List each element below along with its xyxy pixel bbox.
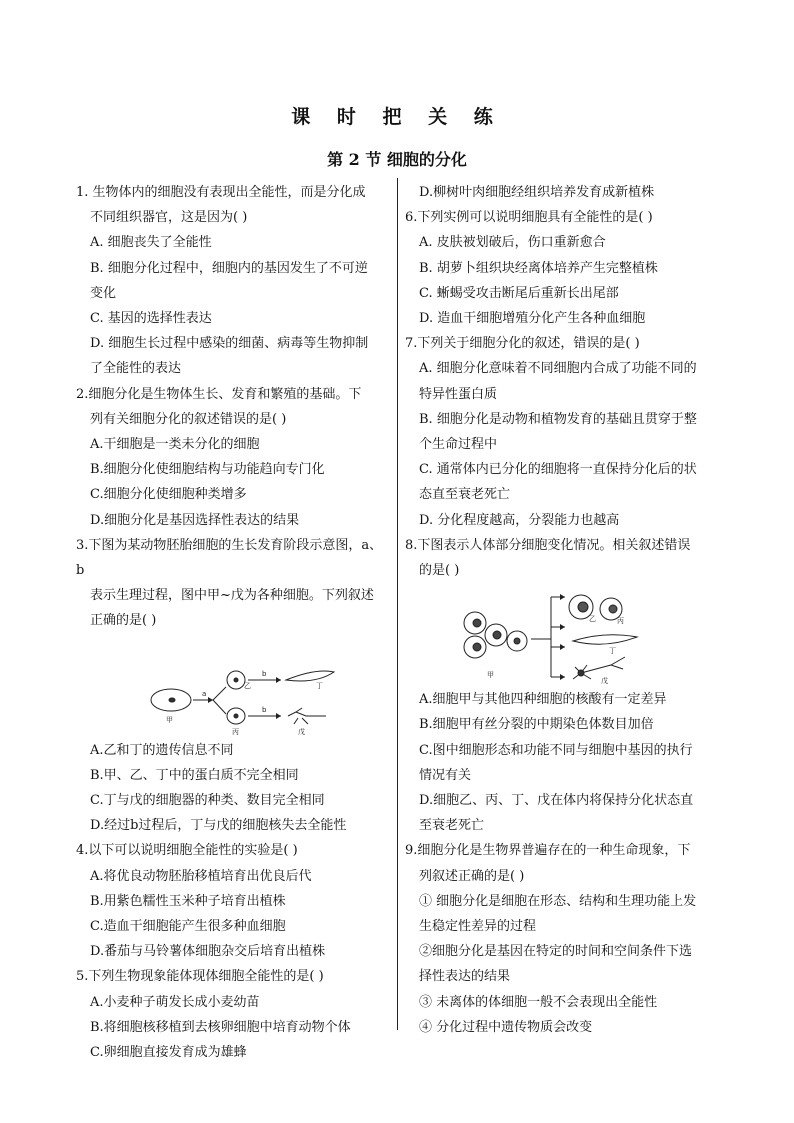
label-yi: 乙 xyxy=(244,681,251,690)
question-2-stem-cont: 列有关细胞分化的叙述错误的是( ) xyxy=(90,411,287,427)
question-2-option-a: A.干细胞是一类未分化的细胞 xyxy=(90,437,260,453)
question-8 xyxy=(405,533,721,839)
question-8-option-d-cont: 至衰老死亡 xyxy=(419,818,485,834)
label-b-top: b xyxy=(262,669,267,678)
label-bing: 丙 xyxy=(617,617,624,626)
question-4-option-b: B.用紫色糯性玉米种子培育出植株 xyxy=(90,893,286,909)
question-3-option-a: A.乙和丁的遗传信息不同 xyxy=(90,742,234,758)
label-b-bottom: b xyxy=(262,705,267,714)
question-7-option-c: C. 通常体内已分化的细胞将一直保持分化后的状 xyxy=(419,462,697,478)
question-3-option-d: D.经过b过程后，丁与戊的细胞核失去全能性 xyxy=(90,818,347,834)
question-9 xyxy=(405,838,721,1040)
question-5-stem: 5.下列生物现象能体现体细胞全能性的是( ) xyxy=(76,969,324,985)
human-cell-change-diagram xyxy=(405,587,705,685)
question-1-option-b-cont: 变化 xyxy=(90,285,117,301)
question-9-statement-1-cont: 生稳定性差异的过程 xyxy=(419,919,537,935)
question-5 xyxy=(76,964,390,1065)
question-5-option-d: D.柳树叶肉细胞经组织培养发育成新植株 xyxy=(419,185,655,200)
question-7-option-d: D. 分化程度越高，分裂能力也越高 xyxy=(419,512,620,528)
question-3-option-c: C.丁与戊的细胞器的种类、数目完全相同 xyxy=(90,793,325,809)
question-8-stem-cont: 的是( ) xyxy=(419,563,460,579)
question-2-option-b: B.细胞分化使细胞结构与功能趋向专门化 xyxy=(90,462,325,478)
question-1-option-b: B. 细胞分化过程中，细胞内的基因发生了不可逆 xyxy=(90,260,368,276)
cell-development-diagram xyxy=(76,638,376,736)
question-2 xyxy=(76,382,390,533)
question-1-option-d: D. 细胞生长过程中感染的细菌、病毒等生物抑制 xyxy=(90,336,369,352)
cell-jia-nucleus xyxy=(169,698,175,702)
label-wu: 戊 xyxy=(601,677,608,686)
question-6-option-d: D. 造血干细胞增殖分化产生各种血细胞 xyxy=(419,311,646,327)
question-7 xyxy=(405,331,721,533)
question-1 xyxy=(76,180,390,382)
question-7-stem: 7.下列关于细胞分化的叙述，错误的是( ) xyxy=(405,336,640,352)
question-5-option-b: B.将细胞核移植到去核卵细胞中培育动物个体 xyxy=(90,1019,351,1035)
question-7-option-a: A. 细胞分化意味着不同细胞内合成了功能不同的 xyxy=(419,361,697,377)
question-7-option-b-cont: 个生命过程中 xyxy=(419,437,498,453)
question-6-option-c: C. 蜥蜴受攻击断尾后重新长出尾部 xyxy=(419,285,619,301)
question-3-stem: 3.下图为某动物胚胎细胞的生长发育阶段示意图，a、b xyxy=(76,537,383,579)
question-9-statement-2-cont: 择性表达的结果 xyxy=(419,969,511,985)
question-4-option-d: D.番茄与马铃薯体细胞杂交后培育出植株 xyxy=(90,944,326,960)
question-1-option-c: C. 基因的选择性表达 xyxy=(90,311,212,327)
question-3-stem-cont-1: 表示生理过程，图中甲~戊为各种细胞。下列叙述 xyxy=(90,588,374,604)
label-wu: 戊 xyxy=(298,727,305,736)
section-title: 第 2 节 细胞的分化 xyxy=(327,150,467,169)
question-5-option-a: A.小麦种子萌发长成小麦幼苗 xyxy=(90,994,260,1010)
question-7-option-b: B. 细胞分化是动物和植物发育的基础且贯穿于整 xyxy=(419,411,697,427)
question-6-option-b: B. 胡萝卜组织块经离体培养产生完整植株 xyxy=(419,260,658,276)
question-6-stem: 6.下列实例可以说明细胞具有全能性的是( ) xyxy=(405,210,653,226)
question-1-stem: 1. 生物体内的细胞没有表现出全能性，而是分化成 xyxy=(76,185,366,200)
cell-ding xyxy=(573,635,637,644)
question-8-option-c-cont: 情况有关 xyxy=(419,767,472,783)
label-a: a xyxy=(202,689,207,698)
column-divider xyxy=(397,178,398,1030)
cell-wu xyxy=(288,708,326,724)
question-1-stem-cont: 不同组织器官，这是因为( ) xyxy=(90,210,248,226)
question-4-option-c: C.造血干细胞能产生很多种血细胞 xyxy=(90,919,286,935)
question-9-statement-2: ②细胞分化是基因在特定的时间和空间条件下选 xyxy=(419,944,693,960)
right-column xyxy=(405,180,721,1040)
question-8-option-b: B.细胞甲有丝分裂的中期染色体数目加倍 xyxy=(419,717,654,733)
label-bing: 丙 xyxy=(232,727,239,736)
label-jia: 甲 xyxy=(166,715,173,724)
question-8-option-c: C.图中细胞形态和功能不同与细胞中基因的执行 xyxy=(419,742,693,758)
label-ding: 丁 xyxy=(316,681,323,690)
question-4-stem: 4.以下可以说明细胞全能性的实验是( ) xyxy=(76,843,298,859)
question-9-stem: 9.细胞分化是生物界普遍存在的一种生命现象，下 xyxy=(405,843,691,859)
branch-arrows xyxy=(531,597,565,677)
cell-ding xyxy=(286,671,334,681)
question-7-option-c-cont: 态直至衰老死亡 xyxy=(419,487,511,503)
label-jia: 甲 xyxy=(487,671,494,680)
left-column xyxy=(76,180,390,1065)
label-ding: 丁 xyxy=(609,647,616,656)
question-8-stem: 8.下图表示人体部分细胞变化情况。相关叙述错误 xyxy=(405,537,691,553)
question-2-stem: 2.细胞分化是生物体生长、发育和繁殖的基础。下 xyxy=(76,386,362,402)
question-9-statement-3: ③ 未离体的体细胞一般不会表现出全能性 xyxy=(419,994,658,1010)
page-title: 课 时 把 关 练 xyxy=(291,106,503,128)
question-3-figure xyxy=(76,638,390,736)
question-9-statement-1: ① 细胞分化是细胞在形态、结构和生理功能上发 xyxy=(419,893,697,909)
question-3-stem-cont-2: 正确的是( ) xyxy=(90,613,157,629)
question-8-option-d: D.细胞乙、丙、丁、戊在体内将保持分化状态直 xyxy=(419,793,694,809)
label-yi: 乙 xyxy=(589,615,596,624)
question-1-option-d-cont: 了全能性的表达 xyxy=(90,361,182,377)
question-1-option-a: A. 细胞丧失了全能性 xyxy=(90,235,212,251)
question-3-option-b: B.甲、乙、丁中的蛋白质不完全相同 xyxy=(90,767,299,783)
question-9-stem-cont: 列叙述正确的是( ) xyxy=(419,868,525,884)
question-7-option-a-cont: 特异性蛋白质 xyxy=(419,386,498,402)
question-4 xyxy=(76,838,390,964)
question-8-figure xyxy=(405,587,721,685)
question-4-option-a: A.将优良动物胚胎移植培育出优良后代 xyxy=(90,868,312,884)
question-3 xyxy=(76,533,390,839)
question-6 xyxy=(405,205,721,331)
question-2-option-c: C.细胞分化使细胞种类增多 xyxy=(90,487,247,503)
question-6-option-a: A. 皮肤被划破后，伤口重新愈合 xyxy=(419,235,606,251)
question-2-option-d: D.细胞分化是基因选择性表达的结果 xyxy=(90,512,300,528)
question-9-statement-4: ④ 分化过程中遗传物质会改变 xyxy=(419,1019,593,1035)
question-8-option-a: A.细胞甲与其他四种细胞的核酸有一定差异 xyxy=(419,692,667,708)
question-5-option-c: C.卵细胞直接发育成为雄蜂 xyxy=(90,1045,247,1061)
